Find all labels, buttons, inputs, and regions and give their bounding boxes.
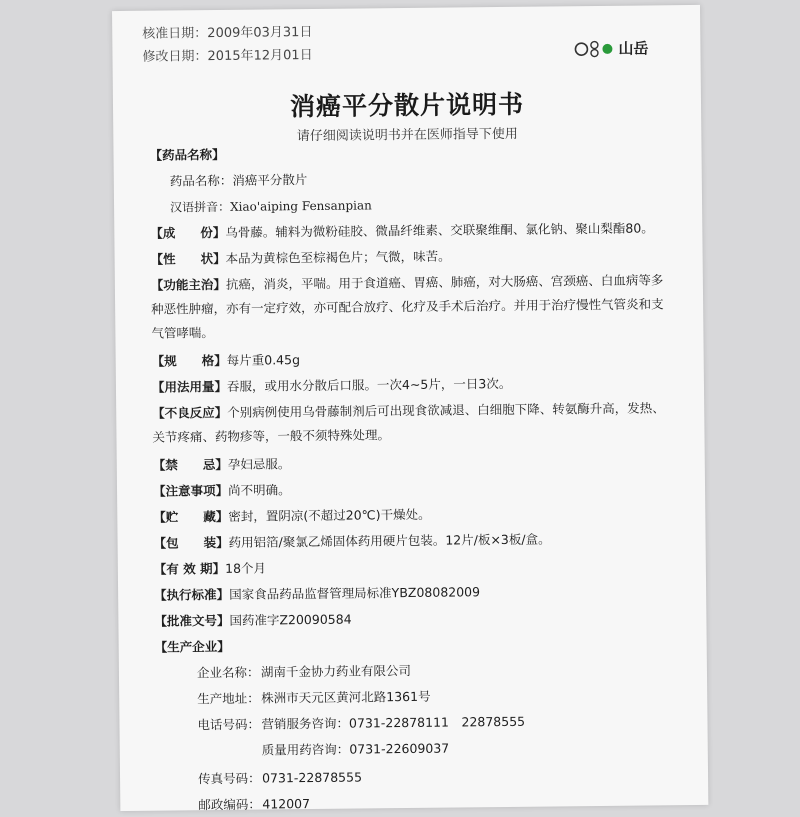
logo-circles-icon	[574, 39, 614, 57]
adverse-text-1: 个别病例使用乌骨藤制剂后可出现食欲减退、白细胞下降、转氨酶升高，发热、	[227, 400, 665, 420]
approval-text: 国药准字Z20090584	[229, 611, 352, 628]
quality-phone-row	[156, 734, 792, 763]
contraindications-text: 孕妇忌服。	[227, 456, 291, 472]
indications-text-2: 种恶性肿瘤，亦有一定疗效，亦可配合放疗、化疗及手术后治疗。并用于治疗慢性气管炎和支	[151, 296, 664, 317]
quality-phone: 0731-22609037	[349, 740, 450, 757]
brand-name: 山岳	[618, 39, 649, 58]
company-address: 株洲市天元区黄河北路1361号	[261, 688, 431, 706]
revision-date: 修改日期：2015年12月01日	[142, 47, 313, 65]
manufacturer-header: 【生产企业】	[154, 638, 230, 655]
dosage-label: 【用法用量】	[151, 378, 228, 395]
dosage-text: 吞服，或用水分散后口服。一次4~5片，一日3次。	[226, 375, 512, 394]
company-phone-label: 电话号码：	[197, 716, 261, 733]
company-fax-row	[156, 763, 728, 791]
storage-label: 【贮 藏】	[153, 508, 229, 525]
dosage-row	[152, 371, 682, 399]
standard-label: 【执行标准】	[154, 586, 230, 603]
indications-row	[151, 269, 681, 297]
sales-phone: 0731-22878111 22878555	[348, 713, 526, 731]
adverse-text-2: 关节疼痛、药物疹等，一般不须特殊处理。	[152, 427, 391, 445]
composition-text: 乌骨藤。辅料为微粉硅胶、微晶纤维素、交联聚维酮、氯化钠、聚山梨酯80。	[225, 220, 654, 240]
precautions-label: 【注意事项】	[152, 482, 229, 499]
brand-logo	[574, 37, 648, 59]
company-phone-row	[155, 709, 727, 737]
description-row	[151, 243, 681, 271]
company-zip-label: 邮政编码：	[198, 796, 261, 813]
company-name-row	[155, 657, 727, 685]
document-title: 消癌平分散片说明书	[289, 89, 525, 122]
contraindications-row	[153, 449, 683, 477]
leaflet-page	[112, 5, 708, 811]
contraindications-label: 【禁 忌】	[152, 456, 228, 473]
adverse-row	[152, 397, 682, 425]
composition-row	[150, 217, 680, 245]
validity-text: 18个月	[224, 560, 267, 576]
specification-label: 【规 格】	[151, 352, 227, 369]
storage-row	[153, 501, 683, 529]
precautions-row	[153, 475, 683, 503]
drug-name-header: 【药品名称】	[149, 146, 225, 163]
generic-name: 药品名称：消癌平分散片	[169, 172, 308, 189]
validity-label: 【有 效 期】	[153, 560, 226, 577]
approval-row	[154, 605, 684, 633]
indications-text-1: 抗癌，消炎，平喘。用于食道癌、胃癌、肺癌，对大肠癌、宫颈癌、白血病等多	[225, 272, 664, 292]
composition-label: 【成 份】	[150, 224, 226, 241]
quality-label: 质量用药咨询：	[261, 741, 350, 758]
document-subtitle: 请仔细阅读说明书并在医师指导下使用	[296, 126, 518, 145]
standard-text: 国家食品药品监督管理局标准YBZ08082009	[229, 584, 481, 602]
standard-row	[154, 579, 684, 607]
company-address-row	[155, 683, 727, 711]
description-text: 本品为黄棕色至棕褐色片；气微，味苦。	[225, 248, 451, 266]
company-name-label: 企业名称：	[196, 664, 260, 681]
dates-block	[142, 21, 313, 69]
company-name: 湖南千金协力药业有限公司	[260, 662, 412, 680]
package-label: 【包 装】	[153, 534, 229, 551]
package-row	[153, 527, 683, 555]
company-fax: 0731-22878555	[261, 769, 363, 786]
sales-label: 营销服务咨询：	[261, 715, 350, 732]
company-address-label: 生产地址：	[197, 690, 260, 707]
specification-row	[152, 345, 682, 373]
package-text: 药用铝箔/聚氯乙烯固体药用硬片包装。12片/板×3板/盒。	[228, 531, 551, 550]
indications-text-3: 气管哮喘。	[151, 325, 214, 341]
indications-label: 【功能主治】	[150, 276, 226, 293]
description-label: 【性 状】	[150, 250, 226, 267]
company-zip: 412007	[262, 796, 311, 812]
storage-text: 密封，置阴凉(不超过20℃)干燥处。	[228, 506, 431, 524]
precautions-text: 尚不明确。	[227, 482, 291, 498]
validity-row	[154, 553, 684, 581]
specification-text: 每片重0.45g	[226, 352, 301, 368]
approval-date: 核准日期：2009年03月31日	[142, 24, 313, 42]
pinyin-name: 汉语拼音：Xiao'aiping Fensanpian	[170, 198, 372, 215]
adverse-label: 【不良反应】	[152, 404, 228, 421]
company-zip-row	[156, 789, 728, 817]
company-fax-label: 传真号码：	[197, 770, 261, 787]
approval-label: 【批准文号】	[154, 612, 230, 629]
